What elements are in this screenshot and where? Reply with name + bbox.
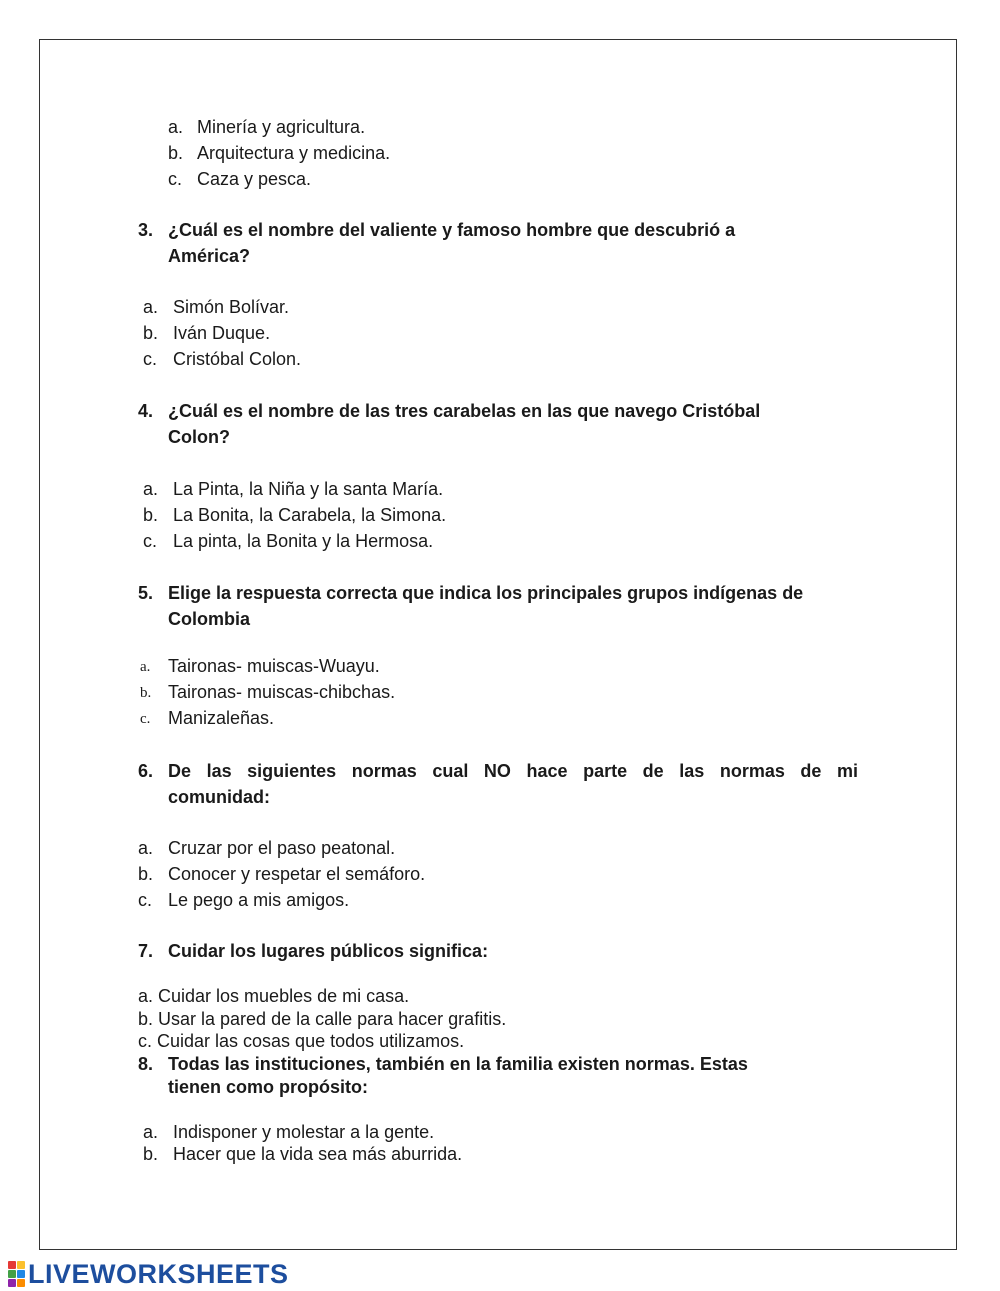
logo-block [8,1261,16,1269]
q4-option-b-letter: b. [143,505,159,525]
q5-option-a[interactable]: Taironas- muiscas-Wuayu. [168,656,380,676]
q5-text-line1: Elige la respuesta correcta que indica los principales grupos indígenas de [168,583,804,603]
q8-text-line2: tienen como propósito: [168,1077,368,1097]
q6-option-a[interactable]: Cruzar por el paso peatonal. [168,838,396,858]
q2-option-c-letter: c. [168,169,183,189]
q4-text-line2: Colon? [168,427,230,447]
q7-option-b[interactable]: b. Usar la pared de la calle para hacer grafitis. [138,1009,507,1029]
q4-number: 4. [138,401,154,421]
q6-option-a-letter: a. [138,838,154,858]
q5-text-line2: Colombia [168,609,251,629]
q5-option-a-letter: a. [140,659,151,675]
logo-text: LIVEWORKSHEETS [28,1258,289,1289]
q8-option-b[interactable]: Hacer que la vida sea más aburrida. [173,1144,463,1164]
q3-option-c-letter: c. [143,349,158,369]
logo-block [17,1279,25,1287]
q2-option-b-letter: b. [168,143,184,163]
q7-option-c[interactable]: c. Cuidar las cosas que todos utilizamos. [138,1031,465,1051]
q2-option-b[interactable]: Arquitectura y medicina. [197,143,391,163]
q7-number: 7. [138,941,154,961]
logo-mark-icon [8,1261,25,1287]
q3-option-a[interactable]: Simón Bolívar. [173,297,290,317]
q5-option-b-letter: b. [140,685,152,701]
q5-option-b[interactable]: Taironas- muiscas-chibchas. [168,682,396,702]
q6-text-line2: comunidad: [168,787,270,807]
q2-option-a-letter: a. [168,117,184,137]
q4-option-c[interactable]: La pinta, la Bonita y la Hermosa. [173,531,434,551]
q8-text-line1: Todas las instituciones, también en la familia existen normas. Estas [168,1054,748,1074]
q4-option-b[interactable]: La Bonita, la Carabela, la Simona. [173,505,447,525]
q3-option-c[interactable]: Cristóbal Colon. [173,349,302,369]
q3-text-line1: ¿Cuál es el nombre del valiente y famoso hombre que descubrió a [168,220,736,240]
logo-block [8,1279,16,1287]
q3-text-line2: América? [168,246,251,266]
logo-block [8,1270,16,1278]
logo-block [17,1261,25,1269]
q2-option-a[interactable]: Minería y agricultura. [197,117,366,137]
q5-option-c-letter: c. [140,711,151,727]
q6-option-c-letter: c. [138,890,153,910]
q6-option-b[interactable]: Conocer y respetar el semáforo. [168,864,426,884]
q7-option-a[interactable]: a. Cuidar los muebles de mi casa. [138,986,410,1006]
q7-text-line1: Cuidar los lugares públicos significa: [168,941,489,961]
q4-option-a-letter: a. [143,479,159,499]
logo-block [17,1270,25,1278]
q8-option-a-letter: a. [143,1122,159,1142]
q8-option-a[interactable]: Indisponer y molestar a la gente. [173,1122,435,1142]
q3-option-a-letter: a. [143,297,159,317]
q8-option-b-letter: b. [143,1144,159,1164]
q2-option-c[interactable]: Caza y pesca. [197,169,312,189]
q3-option-b-letter: b. [143,323,159,343]
q6-option-c[interactable]: Le pego a mis amigos. [168,890,350,910]
q4-option-c-letter: c. [143,531,158,551]
q4-text-line1: ¿Cuál es el nombre de las tres carabelas en las que navego Cristóbal [168,401,761,421]
q6-number: 6. [138,761,154,781]
q6-option-b-letter: b. [138,864,154,884]
liveworksheets-logo[interactable] [8,1259,289,1289]
q5-option-c[interactable]: Manizaleñas. [168,708,275,728]
q8-number: 8. [138,1054,154,1074]
q3-option-b[interactable]: Iván Duque. [173,323,271,343]
q6-text-line1: De las siguientes normas cual NO hace parte de las normas de mi [168,761,858,781]
q4-option-a[interactable]: La Pinta, la Niña y la santa María. [173,479,444,499]
q3-number: 3. [138,220,154,240]
q5-number: 5. [138,583,154,603]
